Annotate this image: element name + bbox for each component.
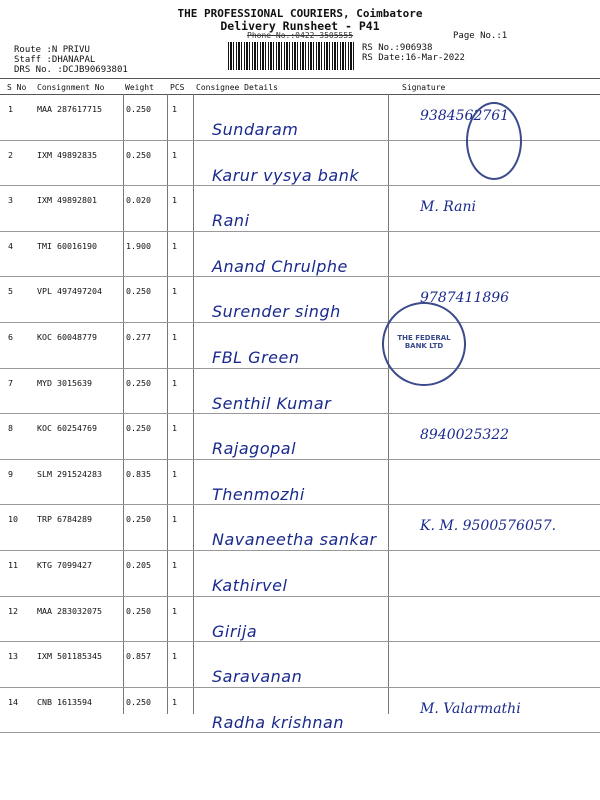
- row-consignee: Rani: [212, 211, 250, 231]
- col-divider: [167, 94, 168, 714]
- row-consignment: MAA 283032075: [37, 605, 102, 616]
- row-signature: 9384562761: [420, 108, 510, 124]
- row-consignment: IXM 49892801: [37, 195, 97, 206]
- page-number: Page No.:1: [453, 31, 508, 41]
- col-divider: [123, 94, 124, 714]
- col-weight: Weight: [125, 83, 154, 92]
- col-sno: S No: [7, 83, 27, 92]
- row-consignment: CNB 1613594: [37, 696, 92, 707]
- row-sno: 11: [8, 560, 18, 570]
- row-consignee: Senthil Kumar: [212, 393, 332, 413]
- row-weight: 0.277: [126, 332, 151, 342]
- row-pcs: 1: [172, 651, 177, 662]
- row-consignment: MAA 287617715: [37, 104, 102, 114]
- row-signature: 9787411896: [420, 290, 510, 307]
- row-divider: [0, 596, 600, 597]
- row-divider: [0, 732, 600, 733]
- row-sno: 6: [8, 332, 13, 342]
- row-divider: [0, 322, 600, 323]
- row-weight: 0.250: [126, 377, 151, 388]
- row-consignee: Navaneetha sankar: [212, 530, 377, 550]
- row-consignment: TRP 6784289: [37, 514, 92, 525]
- row-consignment: MYD 3015639: [37, 377, 92, 388]
- row-divider: [0, 368, 600, 369]
- row-sno: 14: [8, 696, 18, 707]
- row-consignee: FBL Green: [212, 348, 300, 367]
- row-consignment: KTG 7099427: [37, 560, 92, 570]
- row-signature: M. Valarmathi: [420, 700, 521, 717]
- row-sno: 5: [8, 286, 13, 297]
- row-divider: [0, 231, 600, 232]
- row-weight: 0.250: [126, 286, 151, 297]
- staff: Staff :DHANAPAL: [14, 55, 96, 65]
- company-title: THE PROFESSIONAL COURIERS, Coimbatore: [177, 7, 423, 20]
- row-pcs: 1: [172, 195, 177, 206]
- row-pcs: 1: [172, 514, 177, 525]
- rs-number: RS No.:906938: [362, 43, 433, 53]
- row-sno: 8: [8, 423, 13, 434]
- row-pcs: 1: [172, 605, 177, 616]
- row-weight: 0.250: [126, 149, 151, 160]
- phone-number: Phone No.:0422-3505555: [247, 31, 353, 40]
- row-divider: [0, 459, 600, 460]
- stamp-text: THE FEDERAL BANK LTD: [397, 334, 451, 350]
- row-consignee: Rajagopal: [212, 439, 297, 459]
- header-rule-top: [0, 78, 600, 79]
- row-weight: 0.857: [126, 651, 151, 662]
- row-pcs: 1: [172, 240, 177, 251]
- row-signature: K. M. 9500576057.: [420, 518, 557, 535]
- row-consignee: Anand Chrulphe: [212, 256, 348, 276]
- row-weight: 0.250: [126, 696, 151, 707]
- col-divider: [388, 94, 389, 714]
- route: Route :N PRIVU: [14, 45, 90, 55]
- row-divider: [0, 687, 600, 688]
- row-consignee: Sundaram: [212, 120, 299, 139]
- row-divider: [0, 641, 600, 642]
- row-sno: 10: [8, 514, 18, 525]
- row-signature: 8940025322: [420, 427, 510, 444]
- row-divider: [0, 276, 600, 277]
- row-sno: 13: [8, 651, 18, 662]
- row-divider: [0, 550, 600, 551]
- row-consignee: Girija: [212, 621, 258, 641]
- row-sno: 4: [8, 240, 13, 251]
- row-weight: 0.250: [126, 423, 151, 434]
- row-sno: 1: [8, 104, 13, 114]
- row-pcs: 1: [172, 332, 177, 342]
- barcode: [228, 42, 356, 70]
- row-divider: [0, 504, 600, 505]
- row-weight: 1.900: [126, 240, 151, 251]
- row-pcs: 1: [172, 468, 177, 479]
- row-consignee: Kathirvel: [212, 576, 288, 595]
- col-consignment: Consignment No: [37, 83, 105, 92]
- row-sno: 7: [8, 377, 13, 388]
- drs-number: DRS No. :DCJB90693801: [14, 65, 128, 75]
- row-weight: 0.205: [126, 560, 151, 570]
- row-consignee: Radha krishnan: [212, 712, 344, 732]
- row-signature: M. Rani: [420, 199, 476, 216]
- row-consignment: IXM 49892835: [37, 149, 97, 160]
- row-pcs: 1: [172, 423, 177, 434]
- header-rule-bottom: [0, 94, 600, 95]
- runsheet-title: Delivery Runsheet - P41: [220, 19, 380, 33]
- col-signature: Signature: [402, 83, 446, 92]
- row-pcs: 1: [172, 696, 177, 707]
- row-consignment: IXM 501185345: [37, 651, 102, 662]
- row-pcs: 1: [172, 286, 177, 297]
- row-consignment: VPL 497497204: [37, 286, 102, 297]
- row-consignee: Saravanan: [212, 667, 303, 687]
- row-divider: [0, 413, 600, 414]
- row-pcs: 1: [172, 104, 177, 114]
- row-consignee: Thenmozhi: [212, 484, 305, 504]
- row-pcs: 1: [172, 149, 177, 160]
- col-pcs: PCS: [170, 83, 185, 92]
- row-weight: 0.020: [126, 195, 151, 206]
- row-consignment: KOC 60048779: [37, 332, 97, 342]
- col-consignee: Consignee Details: [196, 83, 278, 92]
- row-consignee: Surender singh: [212, 302, 341, 322]
- col-divider: [193, 94, 194, 714]
- row-weight: 0.835: [126, 468, 151, 479]
- rs-date: RS Date:16-Mar-2022: [362, 53, 465, 63]
- row-consignment: TMI 60016190: [37, 240, 97, 251]
- row-pcs: 1: [172, 560, 177, 570]
- row-consignment: SLM 291524283: [37, 468, 102, 479]
- row-pcs: 1: [172, 377, 177, 388]
- bank-stamp: [466, 102, 522, 180]
- federal-bank-stamp: [382, 302, 466, 386]
- row-sno: 12: [8, 605, 18, 616]
- row-sno: 2: [8, 149, 13, 160]
- row-weight: 0.250: [126, 104, 151, 114]
- row-sno: 9: [8, 468, 13, 479]
- row-weight: 0.250: [126, 514, 151, 525]
- row-consignment: KOC 60254769: [37, 423, 97, 434]
- row-weight: 0.250: [126, 605, 151, 616]
- row-consignee: Karur vysya bank: [212, 165, 360, 185]
- row-divider: [0, 185, 600, 186]
- row-sno: 3: [8, 195, 13, 206]
